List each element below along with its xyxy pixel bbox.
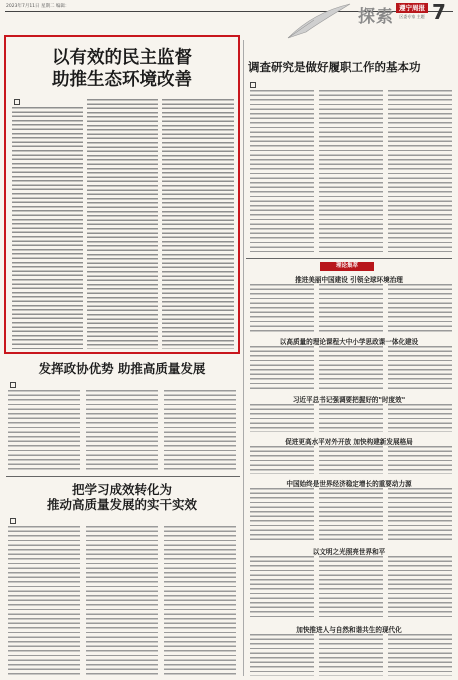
right-top-col-3: [388, 90, 452, 252]
page-number: 7: [432, 0, 446, 24]
digest-2-col-1: [250, 346, 314, 390]
right-top-col-1: [250, 90, 314, 252]
paper-badge: 遵宁周报: [396, 3, 428, 13]
digest-headline-4: 促进更高水平对外开放 加快构建新发展格局: [285, 438, 413, 446]
section-title: 探索: [358, 7, 394, 27]
left-middle-col-1: [8, 390, 80, 470]
digest-headline-1: 推进美丽中国建设 引领全球环境治理: [295, 276, 403, 284]
quill-pen-icon: [284, 2, 354, 42]
left-bottom-title-line1: 把学习成效转化为: [71, 482, 172, 497]
digest-headline-3: 习近平总书记强调要把握好的"时度效": [292, 396, 406, 404]
left-bottom-title-line2: 推动高质量发展的实干实效: [46, 497, 197, 512]
featured-col-1: [12, 107, 83, 349]
left-middle-title: 发挥政协优势 助推高质量发展: [38, 361, 206, 376]
digest-top-rule: [246, 258, 452, 259]
digest-headline-6: 以文明之光照亮世界和平: [312, 548, 386, 556]
digest-4-col-1: [250, 446, 314, 474]
digest-1-col-1: [250, 284, 314, 332]
left-bottom-col-1: [8, 526, 80, 676]
column-divider: [243, 40, 244, 676]
digest-headline-5: 中国始终是世界经济稳定增长的重要动力源: [286, 480, 412, 488]
digest-4-col-2: [319, 446, 383, 474]
left-bottom-col-2: [86, 526, 158, 676]
digest-3-col-2: [319, 404, 383, 432]
digest-7-col-1: [250, 634, 314, 676]
featured-col-3: [162, 99, 234, 349]
digest-2-col-3: [388, 346, 452, 390]
featured-title-line1: 以有效的民主监督: [52, 48, 192, 68]
digest-7-col-3: [388, 634, 452, 676]
digest-6-col-1: [250, 556, 314, 618]
featured-article: [4, 35, 240, 354]
left-divider: [6, 476, 240, 477]
featured-col-2: [87, 99, 158, 349]
right-top-author: [250, 82, 258, 89]
digest-5-col-1: [250, 488, 314, 542]
left-middle-col-2: [86, 390, 158, 470]
digest-headline-7: 加快推进人与自然和谐共生的现代化: [296, 626, 402, 634]
left-bottom-col-3: [164, 526, 236, 676]
digest-headline-2: 以高质量的理论课程大中小学思政课一体化建设: [279, 338, 419, 346]
digest-5-col-3: [388, 488, 452, 542]
digest-6-col-3: [388, 556, 452, 618]
digest-section-tag: 理论集萃: [320, 262, 374, 271]
badge-subtitle: 区委专家 主题: [399, 14, 425, 19]
left-bottom-author: [10, 518, 18, 525]
digest-7-col-2: [319, 634, 383, 676]
right-top-title: 调查研究是做好履职工作的基本功: [248, 60, 421, 74]
featured-author: [14, 99, 22, 106]
digest-4-col-3: [388, 446, 452, 474]
digest-1-col-3: [388, 284, 452, 332]
left-middle-col-3: [164, 390, 236, 470]
digest-2-col-2: [319, 346, 383, 390]
digest-3-col-1: [250, 404, 314, 432]
digest-6-col-2: [319, 556, 383, 618]
digest-3-col-3: [388, 404, 452, 432]
issue-meta: 2023年7月11日 星期二 编辑：: [6, 4, 70, 9]
digest-5-col-2: [319, 488, 383, 542]
right-top-col-2: [319, 90, 383, 252]
digest-1-col-2: [319, 284, 383, 332]
left-middle-author: [10, 382, 18, 389]
featured-title-line2: 助推生态环境改善: [52, 70, 192, 90]
